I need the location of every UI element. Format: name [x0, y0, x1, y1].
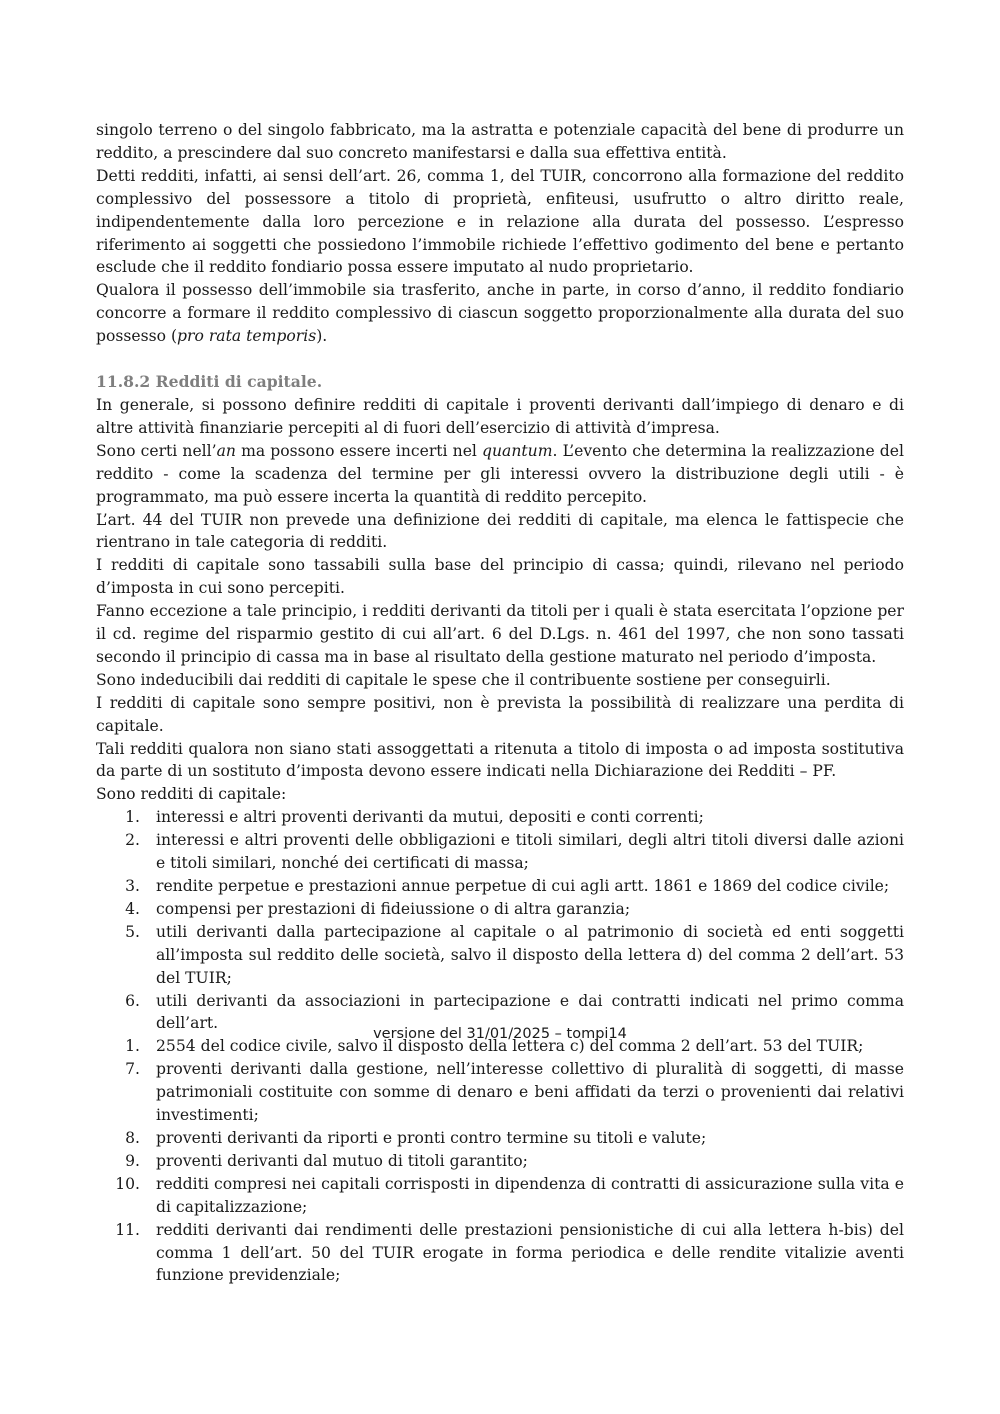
list-item [96, 806, 904, 829]
list-text: interessi e altri proventi derivanti da mutui, depositi e conti correnti; [156, 808, 704, 827]
paragraph [96, 440, 904, 509]
list-number: 1. [125, 1037, 140, 1056]
list-item [96, 1173, 904, 1219]
paragraph: L’art. 44 del TUIR non prevede una definizione dei redditi di capitale, ma elenca le fattispecie che rientrano in tale categoria di redditi. [96, 510, 904, 552]
text-run: ma possono essere incerti nel [235, 441, 483, 460]
list-text: compensi per prestazioni di fideiussione o di altra garanzia; [156, 899, 631, 918]
list-item [96, 898, 904, 921]
page-body [96, 119, 904, 1287]
list-text: redditi derivanti dai rendimenti delle prestazioni pensionistiche di cui alla lettera h-bis) del comma 1 dell’art. 50 del TUIR erogate in forma periodica e delle rendite vitalizie aventi funzione previdenziale; [156, 1220, 904, 1285]
paragraph: singolo terreno o del singolo fabbricato, ma la astratta e potenziale capacità del bene di produrre un reddito, a prescindere dal suo concreto manifestarsi e dalla sua effettiva entità. [96, 121, 904, 162]
list-text: proventi derivanti dalla gestione, nell’interesse collettivo di pluralità di soggetti, di masse patrimoniali costituite con somme di denaro e beni affidati da terzi o provenienti dai relativi investimenti; [156, 1060, 904, 1125]
list-text: proventi derivanti dal mutuo di titoli garantito; [156, 1151, 528, 1170]
italic-term: an [216, 441, 236, 460]
paragraph: Sono indeducibili dai redditi di capitale le spese che il contribuente sostiene per conseguirli. [96, 670, 831, 689]
list-item [96, 875, 904, 898]
text-run: Sono certi nell’ [96, 441, 217, 460]
list-number: 5. [125, 922, 140, 941]
paragraph: Detti redditi, infatti, ai sensi dell’art. 26, comma 1, del TUIR, concorrono alla formazione del reddito complessivo del possessore a titolo di proprietà, enfiteusi, usufrutto o altro diritto reale, indipendentemente dalla loro percezione e in relazione alla durata del possesso. L’espresso riferimento ai soggetti che possiedono l’immobile richiede l’effettivo godimento del bene e pertanto esclude che il reddito fondiario possa essere imputato al nudo proprietario. [96, 166, 904, 277]
italic-term: quantum [482, 441, 553, 460]
italic-term: pro rata temporis [177, 327, 317, 346]
page-footer: versione del 31/01/2025 – tompi14 [373, 1026, 627, 1042]
list-number: 9. [125, 1151, 140, 1170]
paragraph: I redditi di capitale sono sempre positivi, non è prevista la possibilità di realizzare una perdita di capitale. [96, 693, 904, 735]
list-item [96, 921, 904, 990]
list-number: 1. [125, 808, 140, 827]
list-text: redditi compresi nei capitali corrisposti in dipendenza di contratti di assicurazione sulla vita e di capitalizzazione; [156, 1174, 904, 1216]
spacer [96, 348, 904, 371]
list-number: 7. [125, 1060, 140, 1079]
capital-income-list [96, 806, 904, 1287]
paragraph: I redditi di capitale sono tassabili sulla base del principio di cassa; quindi, rilevano nel periodo d’imposta in cui sono percepiti. [96, 556, 904, 598]
list-number: 4. [125, 899, 140, 918]
list-item [96, 1150, 904, 1173]
list-text: interessi e altri proventi delle obbligazioni e titoli similari, degli altri titoli diversi dalle azioni e titoli similari, nonché dei certificati di massa; [156, 831, 904, 873]
list-text: proventi derivanti da riporti e pronti contro termine su titoli e valute; [156, 1128, 707, 1147]
text-run: . L’evento che determina la realizzazione del reddito - come la scadenza del termine per gli interessi ovvero la distribuzione degli utili - è programmato, ma può essere incerta la quantità di reddito percepito. [96, 441, 904, 506]
list-number: 6. [125, 991, 140, 1010]
list-item [96, 1219, 904, 1288]
list-number: 8. [125, 1128, 140, 1147]
list-item [96, 1127, 904, 1150]
list-item [96, 829, 904, 875]
list-number: 11. [115, 1220, 140, 1239]
list-number: 3. [125, 877, 140, 895]
list-number: 10. [115, 1174, 140, 1193]
paragraph: Tali redditi qualora non siano stati assoggettati a ritenuta a titolo di imposta o ad imposta sostitutiva da parte di un sostituto d’imposta devono essere indicati nella Dichiarazione dei Redditi – PF. [96, 739, 904, 781]
paragraph [96, 279, 904, 348]
paragraph: Fanno eccezione a tale principio, i redditi derivanti da titoli per i quali è stata esercitata l’opzione per il cd. regime del risparmio gestito di cui all’art. 6 del D.Lgs. n. 461 del 1997, che non sono tassati secondo il principio di cassa ma in base al risultato della gestione maturato nel periodo d’imposta. [96, 602, 904, 666]
text-run: Qualora il possesso dell’immobile sia trasferito, anche in parte, in corso d’anno, il reddito fondiario concorre a formare il reddito complessivo di ciascun soggetto proporzionalmente alla durata del suo possesso ( [96, 281, 904, 346]
list-text: 2554 del codice civile, salvo il disposto della lettera c) del comma 2 dell’art. 53 del TUIR; [156, 1037, 864, 1056]
list-item [96, 1058, 904, 1127]
text-run: ). [316, 327, 328, 346]
paragraph: In generale, si possono definire redditi di capitale i proventi derivanti dall’impiego di denaro e di altre attività finanziarie percepiti al di fuori dell’esercizio di attività d’impresa. [96, 395, 904, 437]
section-heading: 11.8.2 Redditi di capitale. [96, 372, 323, 392]
list-text: utili derivanti dalla partecipazione al capitale o al patrimonio di società ed enti soggetti all’imposta sul reddito delle società, salvo il disposto della lettera d) del comma 2 dell’art. 53 del TUIR; [156, 922, 904, 987]
list-number: 2. [125, 831, 140, 850]
list-text: utili derivanti da associazioni in partecipazione e dai contratti indicati nel primo comma dell’art. [156, 991, 904, 1033]
list-text: rendite perpetue e prestazioni annue perpetue di cui agli artt. 1861 e 1869 del codice civile; [156, 877, 890, 895]
paragraph: Sono redditi di capitale: [96, 785, 287, 804]
